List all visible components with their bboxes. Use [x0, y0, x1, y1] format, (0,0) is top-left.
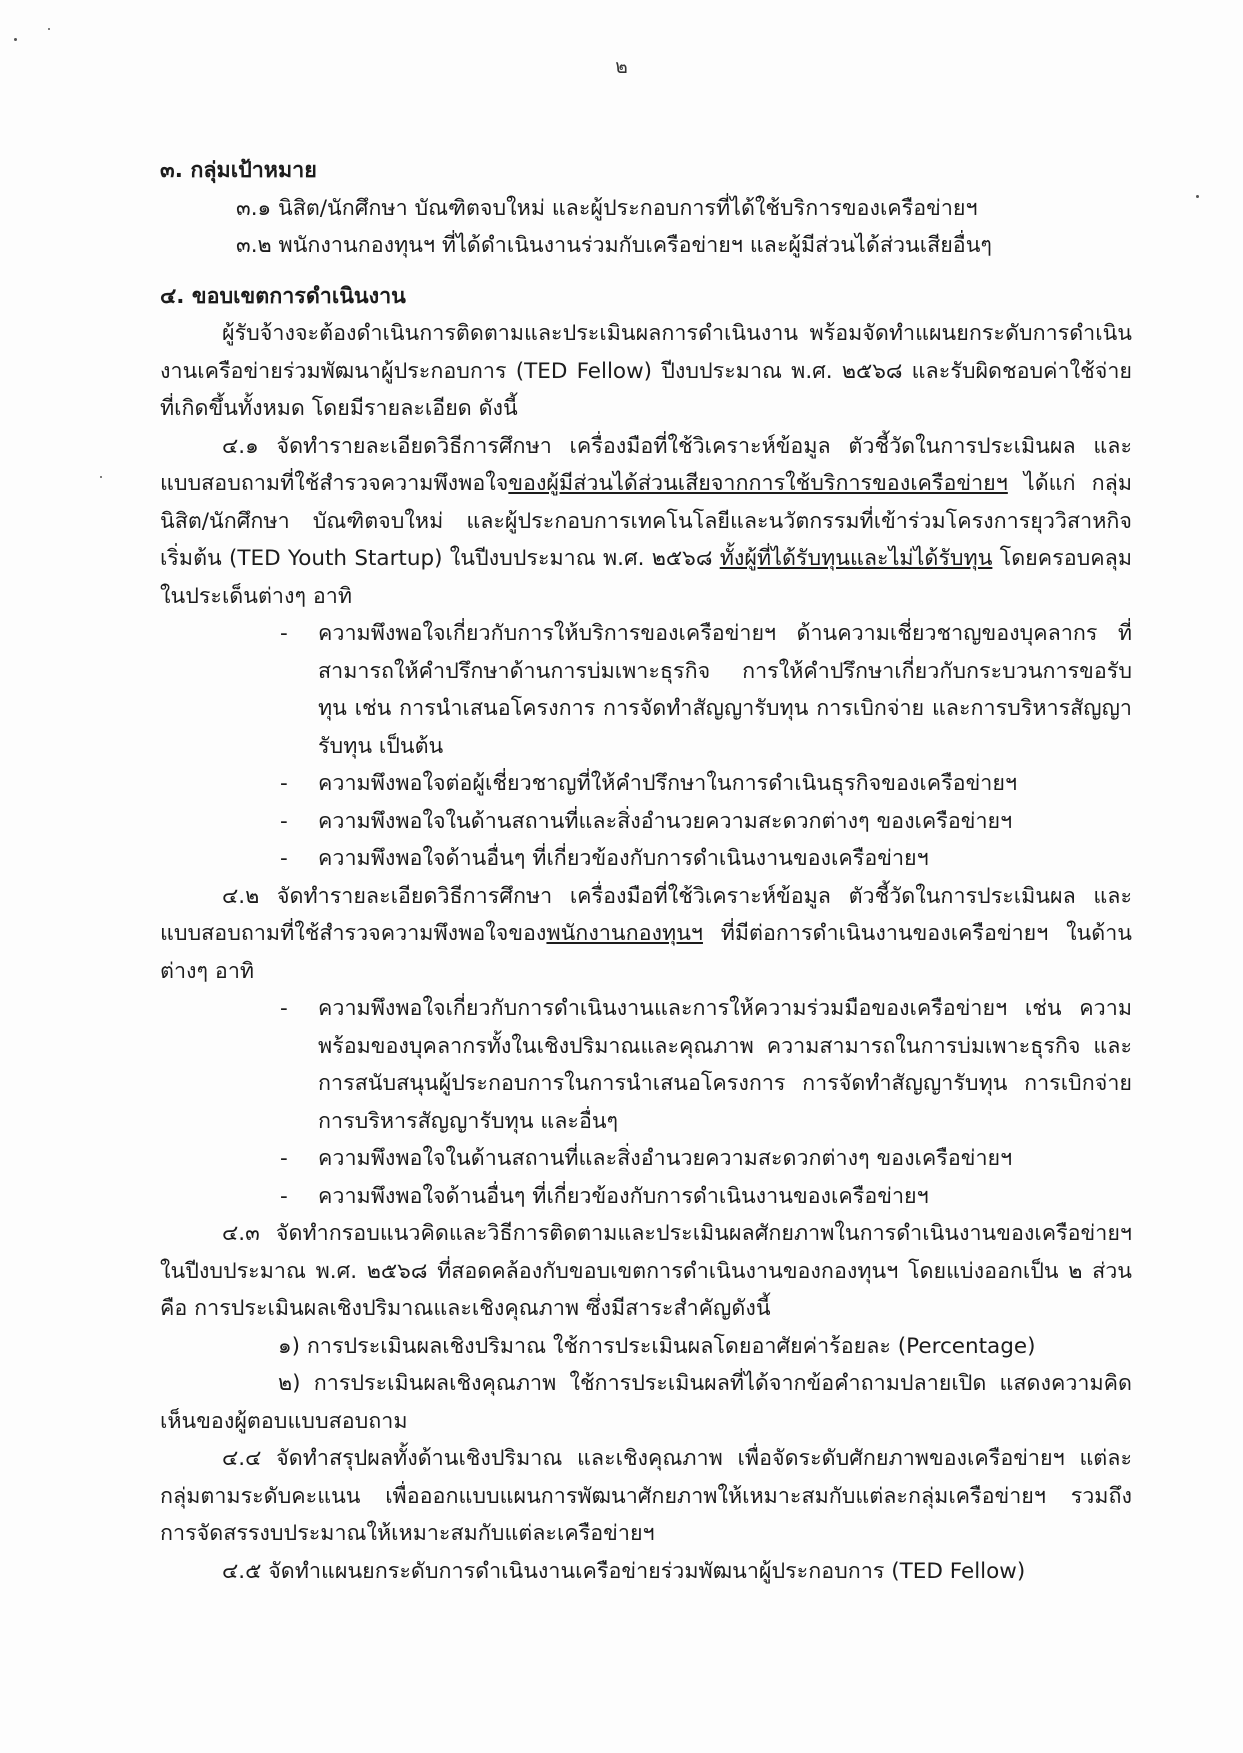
paragraph-4-2: ๔.๒ จัดทำรายละเอียดวิธีการศึกษา เครื่องมือที่ใช้วิเคราะห์ข้อมูล ตัวชี้วัดในการประเมินผล และแบบสอบถามที่ใช้สำรวจความพึงพอใจของพนักงานกองทุนฯ ที่มีต่อการดำเนินงานของเครือข่ายฯ ในด้านต่างๆ อาทิ: [160, 883, 1132, 984]
paragraph-4-3-1: ๑) การประเมินผลเชิงปริมาณ ใช้การประเมินผลโดยอาศัยค่าร้อยละ (Percentage): [278, 1333, 1036, 1359]
paragraph-4-1: ๔.๑ จัดทำรายละเอียดวิธีการศึกษา เครื่องมือที่ใช้วิเคราะห์ข้อมูล ตัวชี้วัดในการประเมินผล และแบบสอบถามที่ใช้สำรวจความพึงพอใจของผู้มีส่วนได้ส่วนเสียจากการใช้บริการของเครือข่ายฯ ได้แก่ กลุ่มนิสิต/นักศึกษา บัณฑิตจบใหม่ และผู้ประกอบการเทคโนโลยีและนวัตกรรมที่เข้าร่วมโครงการยุววิสาหกิจเริ่มต้น (TED Youth Startup) ในปีงบประมาณ พ.ศ. ๒๕๖๘ ทั้งผู้ที่ได้รับทุนและไม่ได้รับทุน โดยครอบคลุมในประเด็นต่างๆ อาทิ: [160, 433, 1132, 609]
list-item: - ความพึงพอใจด้านอื่นๆ ที่เกี่ยวข้องกับการดำเนินงานของเครือข่ายฯ: [280, 846, 929, 871]
underlined-text: พนักงานกองทุนฯ: [546, 921, 703, 946]
scan-speck: [14, 38, 17, 41]
section-4-heading: ๔. ขอบเขตการดำเนินงาน: [160, 283, 406, 309]
section-4-intro: ผู้รับจ้างจะต้องดำเนินการติดตามและประเมินผลการดำเนินงาน พร้อมจัดทำแผนยกระดับการดำเนินงานเครือข่ายร่วมพัฒนาผู้ประกอบการ (TED Fellow) ปีงบประมาณ พ.ศ. ๒๕๖๘ และรับผิดชอบค่าใช้จ่ายที่เกิดขึ้นทั้งหมด โดยมีรายละเอียด ดังนี้: [160, 321, 1132, 421]
section-3-heading: ๓. กลุ่มเป้าหมาย: [160, 158, 317, 183]
list-item: - ความพึงพอใจด้านอื่นๆ ที่เกี่ยวข้องกับการดำเนินงานของเครือข่ายฯ: [280, 1183, 929, 1209]
paragraph-4-4: ๔.๔ จัดทำสรุปผลทั้งด้านเชิงปริมาณ และเชิงคุณภาพ เพื่อจัดระดับศักยภาพของเครือข่ายฯ แต่ละกลุ่มตามระดับคะแนน เพื่อออกแบบแผนการพัฒนาศักยภาพให้เหมาะสมกับแต่ละกลุ่มเครือข่ายฯ รวมถึงการจัดสรรงบประมาณให้เหมาะสมกับแต่ละเครือข่ายฯ: [160, 1446, 1132, 1546]
list-item: - ความพึงพอใจในด้านสถานที่และสิ่งอำนวยความสะดวกต่างๆ ของเครือข่ายฯ: [280, 808, 1013, 834]
document-body: [160, 152, 1132, 1590]
paragraph-4-5: ๔.๕ จัดทำแผนยกระดับการดำเนินงานเครือข่ายร่วมพัฒนาผู้ประกอบการ (TED Fellow): [222, 1558, 1026, 1584]
page-number: ๒: [615, 56, 628, 78]
paragraph-4-3-2: ๒) การประเมินผลเชิงคุณภาพ ใช้การประเมินผลที่ได้จากข้อคำถามปลายเปิด แสดงความคิดเห็นของผู้ตอบแบบสอบถาม: [160, 1371, 1132, 1434]
underlined-text: ทั้งผู้ที่ได้รับทุนและไม่ได้รับทุน: [719, 546, 993, 571]
list-item: - ความพึงพอใจในด้านสถานที่และสิ่งอำนวยความสะดวกต่างๆ ของเครือข่ายฯ: [280, 1146, 1013, 1171]
section-3-item: ๓.๑ นิสิต/นักศึกษา บัณฑิตจบใหม่ และผู้ประกอบการที่ได้ใช้บริการของเครือข่ายฯ: [236, 195, 978, 221]
scan-speck: [100, 476, 102, 478]
bullet-list-4-1: [160, 615, 1132, 878]
underlined-text: ของผู้มีส่วนได้ส่วนเสียจากการใช้บริการของเครือข่ายฯ: [508, 471, 1008, 496]
bullet-list-4-2: [160, 990, 1132, 1215]
list-item: - ความพึงพอใจเกี่ยวกับการให้บริการของเครือข่ายฯ ด้านความเชี่ยวชาญของบุคลากร ที่สามารถให้คำปรึกษาด้านการบ่มเพาะธุรกิจ การให้คำปรึกษาเกี่ยวกับกระบวนการขอรับทุน เช่น การนำเสนอโครงการ การจัดทำสัญญารับทุน การเบิกจ่าย และการบริหารสัญญารับทุน เป็นต้น: [280, 621, 1132, 759]
paragraph-4-3: ๔.๓ จัดทำกรอบแนวคิดและวิธีการติดตามและประเมินผลศักยภาพในการดำเนินงานของเครือข่ายฯ ในปีงบประมาณ พ.ศ. ๒๕๖๘ ที่สอดคล้องกับขอบเขตการดำเนินงานของกองทุนฯ โดยแบ่งออกเป็น ๒ ส่วน คือ การประเมินผลเชิงปริมาณและเชิงคุณภาพ ซึ่งมีสาระสำคัญดังนี้: [160, 1221, 1132, 1321]
list-item: - ความพึงพอใจเกี่ยวกับการดำเนินงานและการให้ความร่วมมือของเครือข่ายฯ เช่น ความพร้อมของบุคลากรทั้งในเชิงปริมาณและคุณภาพ ความสามารถในการบ่มเพาะธุรกิจ และการสนับสนุนผู้ประกอบการในการนำเสนอโครงการ การจัดทำสัญญารับทุน การเบิกจ่าย การบริหารสัญญารับทุน และอื่นๆ: [280, 996, 1132, 1134]
list-item: - ความพึงพอใจต่อผู้เชี่ยวชาญที่ให้คำปรึกษาในการดำเนินธุรกิจของเครือข่ายฯ: [280, 771, 1018, 796]
scan-speck: [1196, 195, 1199, 198]
section-3-item: ๓.๒ พนักงานกองทุนฯ ที่ได้ดำเนินงานร่วมกับเครือข่ายฯ และผู้มีส่วนได้ส่วนเสียอื่นๆ: [236, 233, 992, 258]
scan-speck: [48, 28, 50, 30]
